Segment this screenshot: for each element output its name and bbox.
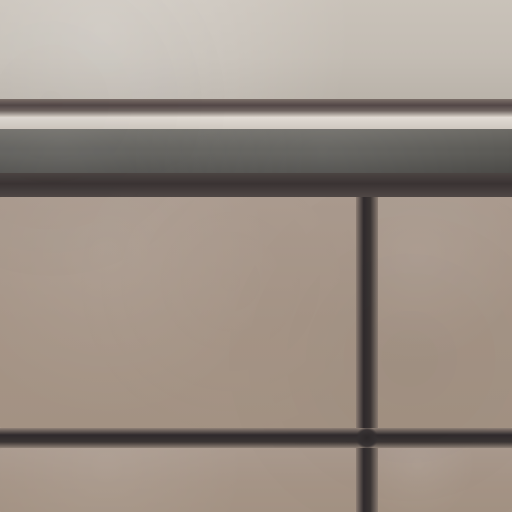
tile	[0, 197, 356, 428]
top-grout-line	[0, 173, 512, 197]
tile	[0, 448, 356, 512]
painted-wall	[0, 0, 512, 104]
vertical-grout-line	[356, 197, 378, 512]
horizontal-grout-line	[0, 428, 512, 448]
wall-edge-line	[0, 99, 512, 117]
grout-junction	[356, 428, 378, 448]
tile	[378, 197, 512, 428]
tile	[378, 448, 512, 512]
sill-mottled-stone	[0, 129, 512, 173]
tile-wall	[0, 197, 512, 512]
